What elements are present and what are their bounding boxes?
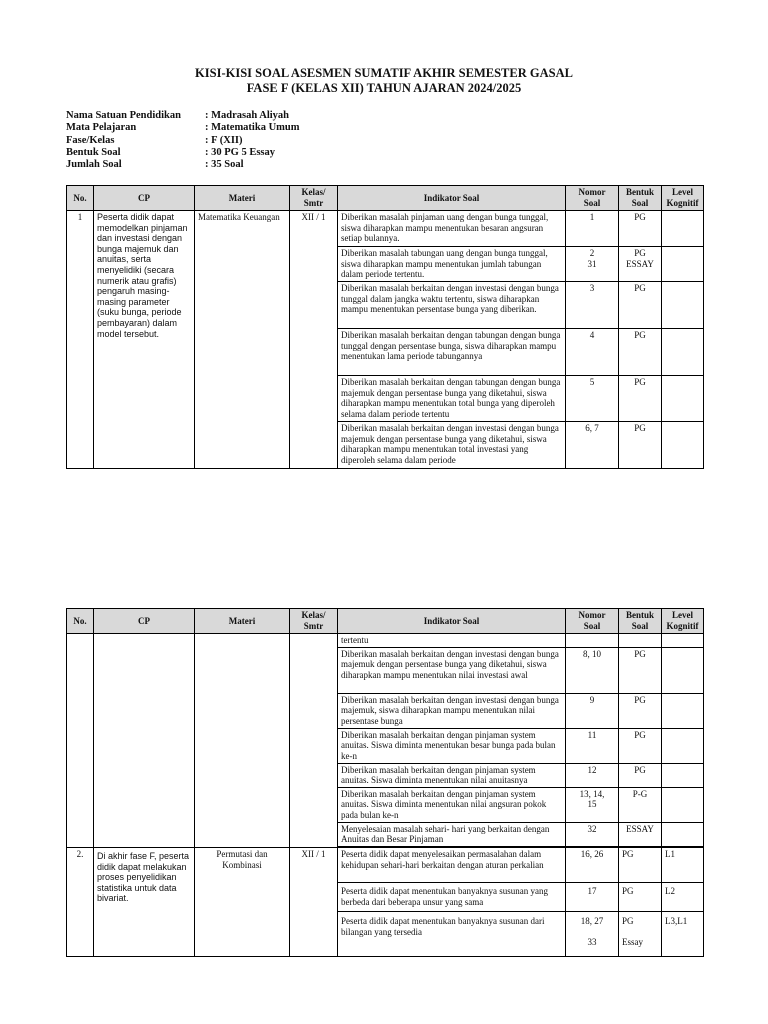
- materi-text: [195, 634, 290, 848]
- level-kognitif: [662, 693, 704, 728]
- meta-value: : Matematika Umum: [205, 122, 300, 134]
- nomor-soal: 1: [566, 211, 619, 247]
- nomor-soal: 11: [566, 728, 619, 763]
- bentuk-soal: PG: [619, 211, 662, 247]
- level-kognitif: [662, 422, 704, 469]
- bentuk-soal: [619, 634, 662, 648]
- nomor-soal: 9: [566, 693, 619, 728]
- header-nomor: Nomor Soal: [566, 609, 619, 634]
- header-bentuk: Bentuk Soal: [619, 609, 662, 634]
- header-level: Level Kognitif: [662, 609, 704, 634]
- blueprint-table-page-2: [66, 608, 704, 957]
- row-number: 2.: [67, 847, 94, 956]
- header-kelas: Kelas/ Smtr: [290, 609, 338, 634]
- level-kognitif: [662, 728, 704, 763]
- header-level: Level Kognitif: [662, 186, 704, 211]
- indikator-text: Diberikan masalah pinjaman uang dengan bunga tunggal, siswa diharapkan mampu menentukan besaran angsuran setiap bulannya.: [338, 211, 566, 247]
- kelas-text: XII / 1: [290, 211, 338, 469]
- level-kognitif: [662, 247, 704, 282]
- materi-text: Matematika Keuangan: [195, 211, 290, 469]
- level-kognitif: [662, 329, 704, 376]
- header-indikator: Indikator Soal: [338, 186, 566, 211]
- indikator-text: Diberikan masalah berkaitan dengan investasi dengan bunga majemuk, siswa diharapkan mampu menentukan nilai persentase bunga: [338, 693, 566, 728]
- indikator-text: Diberikan masalah berkaitan dengan pinjaman system anuitas. Siswa diminta menentukan nilai anuitasnya: [338, 763, 566, 787]
- nomor-soal: 2 31: [566, 247, 619, 282]
- document-title-line-1: KISI-KISI SOAL ASESMEN SUMATIF AKHIR SEMESTER GASAL: [195, 66, 573, 80]
- nomor-soal: 5: [566, 376, 619, 422]
- nomor-soal: 4: [566, 329, 619, 376]
- level-kognitif: L1: [662, 847, 704, 882]
- nomor-soal: 18, 27 33: [566, 911, 619, 956]
- nomor-soal: 6, 7: [566, 422, 619, 469]
- level-kognitif: [662, 822, 704, 846]
- indikator-text: Diberikan masalah berkaitan dengan investasi dengan bunga tunggal dalam jangka waktu tertentu, siswa diharapkan mampu menentukan persentase bunga yang diberikan.: [338, 282, 566, 329]
- header-cp: CP: [94, 186, 195, 211]
- nomor-soal: 16, 26: [566, 847, 619, 882]
- meta-key: Fase/Kelas: [66, 134, 115, 146]
- bentuk-soal: PG: [619, 728, 662, 763]
- meta-value: : Madrasah Aliyah: [205, 110, 290, 121]
- meta-row-form: [66, 147, 299, 159]
- cp-text: Di akhir fase F, peserta didik dapat melakukan proses penyelidikan statistika untuk data bivariat.: [94, 847, 195, 956]
- meta-row-phase: [66, 135, 299, 147]
- table-row: [67, 847, 704, 882]
- nomor-soal: 17: [566, 882, 619, 911]
- header-indikator: Indikator Soal: [338, 609, 566, 634]
- bentuk-soal: PG: [619, 647, 662, 693]
- bentuk-soal: PG: [619, 763, 662, 787]
- header-no: No.: [67, 609, 94, 634]
- meta-row-subject: [66, 122, 299, 134]
- identity-block: [66, 110, 299, 171]
- indikator-text: Menyelesaian masalah sehari- hari yang berkaitan dengan Anuitas dan Besar Pinjaman: [338, 822, 566, 846]
- table-header-row: [67, 609, 704, 634]
- level-kognitif: [662, 376, 704, 422]
- indikator-text: Diberikan masalah berkaitan dengan tabungan dengan bunga tunggal dengan persentase bunga, siswa diharapkan mampu menentukan lama periode tabungannya: [338, 329, 566, 376]
- bentuk-soal: PG: [619, 693, 662, 728]
- meta-key: Mata Pelajaran: [66, 122, 137, 134]
- table-row: [67, 634, 704, 648]
- indikator-continuation: tertentu: [338, 634, 566, 648]
- header-materi: Materi: [195, 186, 290, 211]
- meta-key: Bentuk Soal: [66, 146, 121, 158]
- bentuk-soal: PG: [619, 282, 662, 329]
- bentuk-soal: PG ESSAY: [619, 247, 662, 282]
- cp-text: Peserta didik dapat memodelkan pinjaman dan investasi dengan bunga majemuk dan anuitas, serta menyelidiki (secara numerik atau grafis) pengaruh masing-masing parameter (suku bunga, periode pembayaran) dalam model tersebut.: [94, 211, 195, 469]
- bentuk-soal: PG Essay: [619, 911, 662, 956]
- bentuk-soal: PG: [619, 882, 662, 911]
- table-header-row: [67, 186, 704, 211]
- kelas-text: [290, 634, 338, 848]
- indikator-text: Diberikan masalah berkaitan dengan investasi dengan bunga majemuk dengan persentase bunga yang diketahui, siswa diharapkan mampu menentukan total investasi yang diperoleh selama dalam periode: [338, 422, 566, 469]
- bentuk-soal: PG: [619, 329, 662, 376]
- indikator-text: Peserta didik dapat menentukan banyaknya susunan yang berbeda dari beberapa unsur yang sama: [338, 882, 566, 911]
- header-bentuk: Bentuk Soal: [619, 186, 662, 211]
- header-cp: CP: [94, 609, 195, 634]
- row-number: 1: [67, 211, 94, 469]
- level-kognitif: [662, 211, 704, 247]
- nomor-soal: [566, 634, 619, 648]
- header-nomor: Nomor Soal: [566, 186, 619, 211]
- header-no: No.: [67, 186, 94, 211]
- kelas-text: XII / 1: [290, 847, 338, 956]
- meta-value: : 35 Soal: [205, 159, 244, 171]
- header-kelas: Kelas/ Smtr: [290, 186, 338, 211]
- bentuk-soal: PG: [619, 376, 662, 422]
- indikator-text: Diberikan masalah berkaitan dengan pinjaman system anuitas. Siswa diminta menentukan nilai angsuran pokok pada bulan ke-n: [338, 787, 566, 822]
- materi-text: Permutasi dan Kombinasi: [195, 847, 290, 956]
- bentuk-soal: PG: [619, 422, 662, 469]
- level-kognitif: [662, 634, 704, 648]
- document-title-line-2: FASE F (KELAS XII) TAHUN AJARAN 2024/2025: [246, 81, 522, 95]
- level-kognitif: [662, 647, 704, 693]
- table-row: [67, 211, 704, 247]
- nomor-soal: 3: [566, 282, 619, 329]
- indikator-text: Diberikan masalah berkaitan dengan investasi dengan bunga majemuk dengan persentase bunga yang diketahui, siswa diharapkan mampu menentukan nilai investasi awal: [338, 647, 566, 693]
- indikator-text: Peserta didik dapat menyelesaikan permasalahan dalam kehidupan sehari-hari berkaitan dengan aturan perkalian: [338, 847, 566, 882]
- blueprint-table-page-1: [66, 185, 704, 469]
- meta-row-school: [66, 110, 299, 122]
- level-kognitif: L3,L1: [662, 911, 704, 956]
- nomor-soal: 12: [566, 763, 619, 787]
- header-materi: Materi: [195, 609, 290, 634]
- cp-text: [94, 634, 195, 848]
- bentuk-soal: PG: [619, 847, 662, 882]
- indikator-text: Peserta didik dapat menentukan banyaknya susunan dari bilangan yang tersedia: [338, 911, 566, 956]
- level-kognitif: [662, 282, 704, 329]
- nomor-soal: 8, 10: [566, 647, 619, 693]
- level-kognitif: L2: [662, 882, 704, 911]
- meta-value: : 30 PG 5 Essay: [205, 146, 276, 158]
- bentuk-soal: ESSAY: [619, 822, 662, 846]
- meta-row-count: [66, 159, 299, 171]
- bentuk-soal: P-G: [619, 787, 662, 822]
- nomor-soal: 32: [566, 822, 619, 846]
- indikator-text: Diberikan masalah berkaitan dengan pinjaman system anuitas. Siswa diminta menentukan besar bunga pada bulan ke-n: [338, 728, 566, 763]
- meta-value: : F (XII): [205, 134, 243, 146]
- meta-key: Jumlah Soal: [66, 159, 122, 171]
- nomor-soal: 13, 14, 15: [566, 787, 619, 822]
- row-number: [67, 634, 94, 848]
- meta-key: Nama Satuan Pendidikan: [66, 110, 181, 121]
- level-kognitif: [662, 787, 704, 822]
- indikator-text: Diberikan masalah berkaitan dengan tabungan dengan bunga majemuk dengan persentase bunga yang diketahui, siswa diharapkan mampu menentukan total bunga yang diperoleh selama dalam periode tertentu: [338, 376, 566, 422]
- indikator-text: Diberikan masalah tabungan uang dengan bunga tunggal, siswa diharapkan mampu menentukan jumlah tabungan dalam periode tertentu.: [338, 247, 566, 282]
- level-kognitif: [662, 763, 704, 787]
